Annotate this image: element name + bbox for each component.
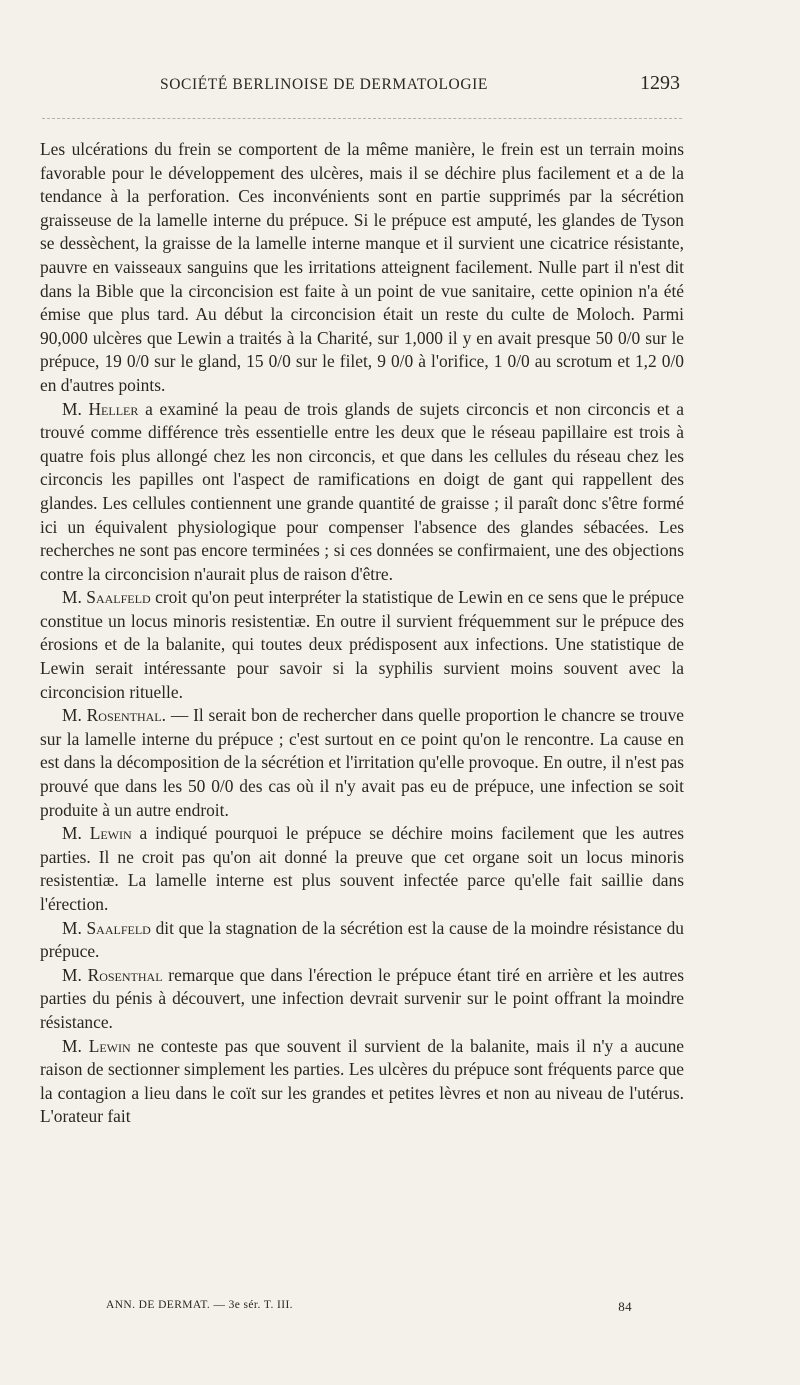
paragraph-text: croit qu'on peut interpréter la statistique de Lewin en ce sens que le prépuce constitue un locus minoris resistentiæ. En outre il survient fréquemment sur le prépuce des érosions et de la balanite, qui toutes deux prédisposent aux infections. Une statistique de Lewin serait intéressante pour savoir si la syphilis survient moins souvent avec la circoncision rituelle. <box>40 587 684 702</box>
paragraph <box>40 1035 684 1129</box>
speaker-name: M. Saalfeld <box>62 587 151 608</box>
header-rule <box>42 118 682 119</box>
paragraph <box>40 917 684 964</box>
speaker-name: M. Rosenthal. <box>62 705 166 726</box>
header-title: SOCIÉTÉ BERLINOISE DE DERMATOLOGIE <box>160 76 488 93</box>
paragraph <box>40 704 684 822</box>
paragraph-text: a indiqué pourquoi le prépuce se déchire moins facilement que les autres parties. Il ne croit pas qu'on ait donné la preuve que cet organe soit un locus minoris resistentiæ. La lamelle interne est plus souvent infectée parce qu'elle fait saillie dans l'érection. <box>40 823 684 914</box>
paragraph <box>40 586 684 704</box>
paragraph <box>40 822 684 916</box>
paragraph <box>40 398 684 587</box>
footer-signature: ANN. DE DERMAT. — 3e sér. T. III. <box>106 1299 293 1311</box>
paragraph-text: — Il serait bon de rechercher dans quelle proportion le chancre se trouve sur la lamelle interne du prépuce ; c'est surtout en ce point qu'on le rencontre. La cause en est dans la décomposition de la sécrétion et l'irritation qu'elle provoque. En outre, il n'est pas prouvé que dans les 50 0/0 des cas où il n'y avait pas eu de prépuce, une infection se soit produite à un autre endroit. <box>40 705 685 820</box>
page-footer <box>40 1299 684 1319</box>
speaker-name: M. Saalfeld <box>62 917 151 938</box>
paragraph <box>40 964 684 1035</box>
paragraph <box>40 138 684 398</box>
speaker-name: M. Lewin <box>62 1035 131 1056</box>
footer-sheet-number: 84 <box>618 1299 632 1314</box>
article-body <box>40 138 684 1129</box>
running-header <box>40 72 680 106</box>
page-number: 1293 <box>640 72 680 94</box>
paragraph-text: a examiné la peau de trois glands de sujets circoncis et non circoncis et a trouvé comme différence très essentielle entre les deux que le réseau papillaire est trois à quatre fois plus allongé chez les non circoncis, et que dans les cellules du réseau chez les circoncis les papilles ont l'aspect de ramifications en doigt de gant qui rappellent des glandes. Les cellules contiennent une grande quantité de graisse ; il paraît donc s'être formé ici un équivalent physiologique pour compenser l'absence des glandes sébacées. Les recherches ne sont pas encore terminées ; si ces données se confirmaient, une des objections contre la circoncision n'aurait plus de raison d'être. <box>40 398 684 584</box>
paragraph-text: ne conteste pas que souvent il survient de la balanite, mais il n'y a aucune raison de sectionner simplement les parties. Les ulcères du prépuce sont fréquents parce que la contagion a lieu dans le coït sur les grandes et petites lèvres et non au niveau de l'utérus. L'orateur fait <box>40 1035 684 1127</box>
paragraph-text: remarque que dans l'érection le prépuce étant tiré en arrière et les autres parties du pénis à découvert, une infection devrait survenir sur le point offrant la moindre résistance. <box>40 964 684 1032</box>
paragraph-text: Les ulcérations du frein se comportent de la même manière, le frein est un terrain moins favorable pour le développement des ulcères, mais il se déchire plus facilement et a de la tendance à la perforation. Ces inconvénients sont en partie supprimés par la sécrétion graisseuse de la lamelle interne du prépuce. Si le prépuce est amputé, les glandes de Tyson se dessèchent, la graisse de la lamelle interne manque et il survient une cicatrice résistante, pauvre en vaisseaux sanguins que les irritations atteignent facilement. Nulle part il n'est dit dans la Bible que la circoncision est faite à un point de vue sanitaire, cette opinion n'a été émise que plus tard. Au début la circoncision était un reste du culte de Moloch. Parmi 90,000 ulcères que Lewin a traités à la Charité, sur 1,000 il y en avait presque 50 0/0 sur le prépuce, 19 0/0 sur le gland, 15 0/0 sur le filet, 9 0/0 à l'orifice, 1 0/0 au scrotum et 1,2 0/0 en d'autres points. <box>40 139 684 395</box>
paragraph-text: dit que la stagnation de la sécrétion est la cause de la moindre résistance du prépuce. <box>40 917 684 962</box>
speaker-name: M. Lewin <box>62 823 132 844</box>
speaker-name: M. Heller <box>62 398 139 419</box>
speaker-name: M. Rosenthal <box>62 964 163 985</box>
